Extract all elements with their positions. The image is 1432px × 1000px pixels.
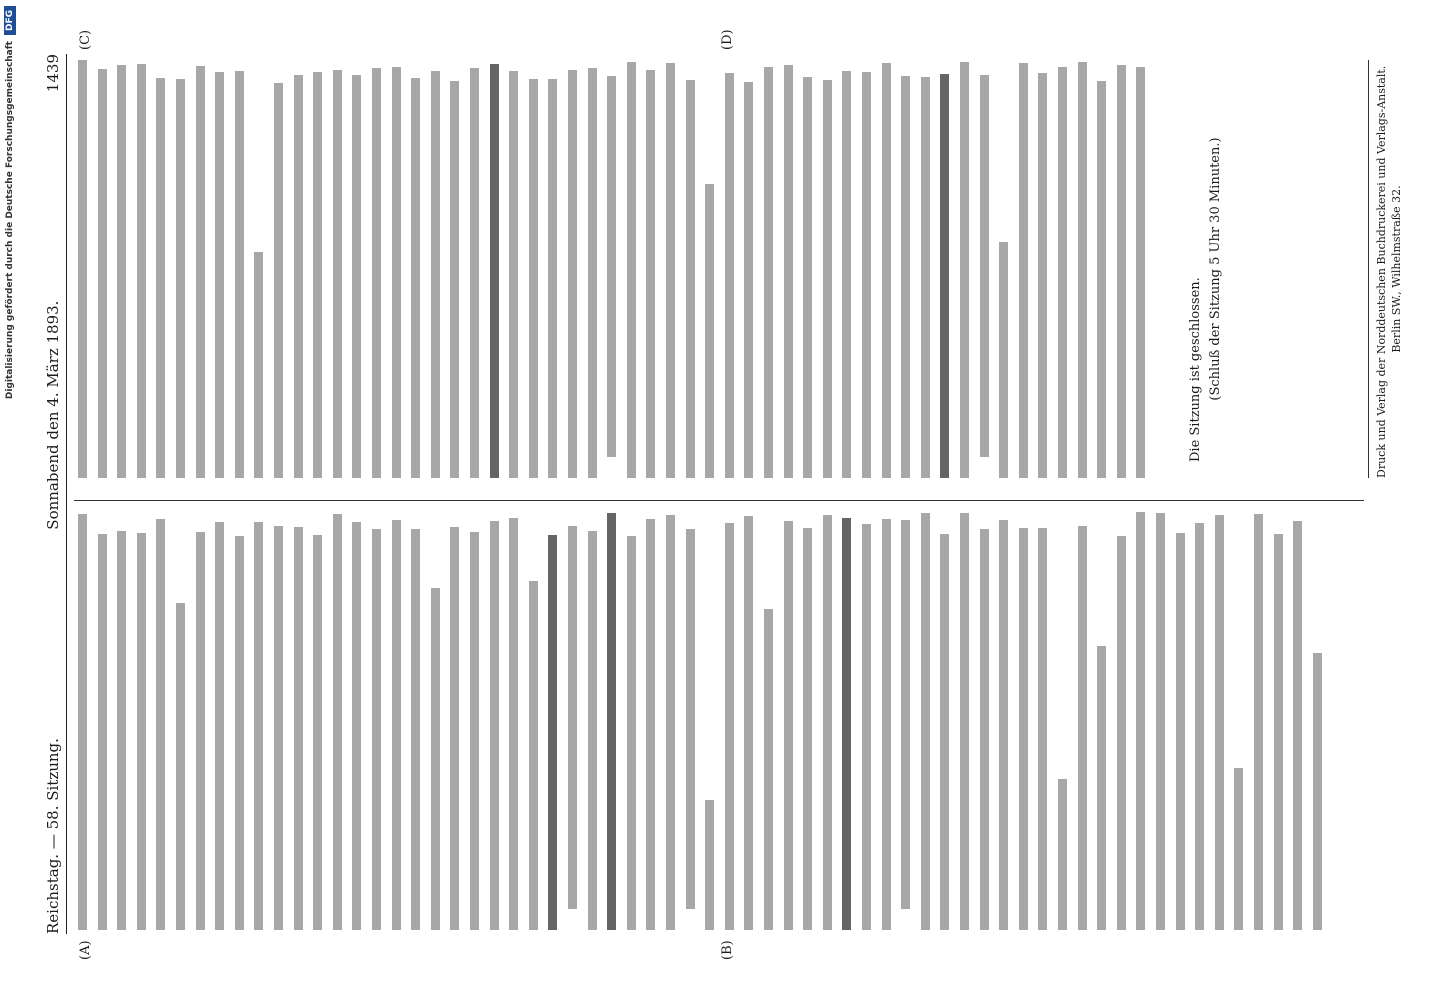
text-line-placeholder — [98, 69, 107, 478]
text-line-placeholder — [529, 581, 538, 930]
text-line-placeholder — [999, 520, 1008, 930]
text-line-placeholder — [352, 75, 361, 478]
imprint-line-1: Druck und Verlag der Norddeutschen Buchdruckerei und Verlags-Anstalt. — [1375, 65, 1388, 478]
margin-letter-b: (B) — [720, 940, 735, 960]
text-line-placeholder — [431, 588, 440, 930]
text-line-placeholder — [176, 603, 185, 930]
text-line-placeholder — [156, 78, 165, 478]
text-line-placeholder — [1176, 533, 1185, 930]
text-line-placeholder — [862, 524, 871, 930]
text-line-placeholder — [78, 514, 87, 930]
text-line-placeholder — [1058, 779, 1067, 930]
text-line-placeholder — [744, 516, 753, 930]
right-column-closing — [1186, 60, 1226, 478]
text-line-placeholder — [1019, 63, 1028, 478]
text-line-placeholder — [274, 526, 283, 930]
text-line-placeholder — [490, 64, 499, 478]
text-line-placeholder — [784, 521, 793, 930]
text-line-placeholder — [823, 515, 832, 930]
session-closed-line: Die Sitzung ist geschlossen. — [1188, 277, 1203, 462]
text-line-placeholder — [921, 514, 930, 931]
text-line-placeholder — [313, 535, 322, 930]
text-line-placeholder — [744, 82, 753, 478]
text-line-placeholder — [1038, 528, 1047, 930]
text-line-placeholder — [450, 527, 459, 930]
text-line-placeholder — [392, 67, 401, 478]
text-line-placeholder — [882, 519, 891, 930]
text-line-placeholder — [627, 62, 636, 478]
text-line-placeholder — [313, 72, 322, 478]
text-line-placeholder — [333, 514, 342, 930]
text-line-placeholder — [1215, 515, 1224, 930]
text-line-placeholder — [1234, 768, 1243, 930]
text-line-placeholder — [960, 513, 969, 930]
text-line-placeholder — [196, 66, 205, 478]
text-line-placeholder — [1097, 646, 1106, 930]
text-line-placeholder — [333, 70, 342, 478]
text-line-placeholder — [705, 184, 714, 478]
text-line-placeholder — [372, 68, 381, 478]
text-line-placeholder — [627, 536, 636, 930]
margin-letter-c: (C) — [78, 29, 93, 50]
text-line-placeholder — [803, 77, 812, 478]
header-date: Sonnabend den 4. März 1893. — [44, 300, 62, 530]
text-line-placeholder — [725, 73, 734, 478]
text-line-placeholder — [470, 532, 479, 930]
header-session: Reichstag. — 58. Sitzung. — [44, 738, 62, 934]
text-line-placeholder — [666, 515, 675, 930]
text-line-placeholder — [98, 534, 107, 930]
text-line-placeholder — [705, 800, 714, 930]
right-column-text-placeholder — [74, 60, 1184, 478]
text-line-placeholder — [470, 68, 479, 478]
text-line-placeholder — [842, 518, 851, 930]
text-line-placeholder — [803, 528, 812, 930]
text-line-placeholder — [940, 74, 949, 478]
column-divider — [74, 500, 1364, 501]
text-line-placeholder — [1097, 81, 1106, 478]
text-line-placeholder — [529, 79, 538, 478]
right-text-column — [74, 60, 1184, 478]
text-line-placeholder — [882, 63, 891, 478]
footer-rule — [1368, 60, 1369, 478]
text-line-placeholder — [901, 76, 910, 478]
text-line-placeholder — [490, 521, 499, 930]
text-line-placeholder — [254, 252, 263, 478]
text-line-placeholder — [764, 67, 773, 478]
left-text-column — [74, 512, 1364, 930]
header-rule — [66, 54, 67, 934]
text-line-placeholder — [568, 526, 577, 909]
text-line-placeholder — [392, 520, 401, 930]
text-line-placeholder — [352, 522, 361, 930]
text-line-placeholder — [646, 519, 655, 930]
text-line-placeholder — [117, 65, 126, 478]
text-line-placeholder — [980, 529, 989, 930]
margin-letter-a: (A) — [78, 940, 93, 960]
text-line-placeholder — [274, 83, 283, 478]
digitization-label: Digitalisierung gefördert durch die Deutsche Forschungsgemeinschaft — [5, 41, 15, 400]
text-line-placeholder — [509, 71, 518, 478]
text-line-placeholder — [215, 72, 224, 478]
text-line-placeholder — [1078, 526, 1087, 930]
text-line-placeholder — [960, 62, 969, 478]
text-line-placeholder — [999, 242, 1008, 478]
text-line-placeholder — [725, 523, 734, 930]
text-line-placeholder — [1136, 512, 1145, 930]
text-line-placeholder — [450, 81, 459, 478]
text-line-placeholder — [607, 513, 616, 930]
text-line-placeholder — [137, 533, 146, 930]
text-line-placeholder — [686, 529, 695, 909]
text-line-placeholder — [862, 72, 871, 478]
text-line-placeholder — [588, 531, 597, 930]
margin-letter-d: (D) — [720, 29, 735, 50]
text-line-placeholder — [372, 529, 381, 930]
text-line-placeholder — [1293, 521, 1302, 930]
text-line-placeholder — [235, 536, 244, 930]
text-line-placeholder — [78, 60, 87, 478]
text-line-placeholder — [137, 64, 146, 478]
text-line-placeholder — [411, 529, 420, 930]
text-line-placeholder — [509, 518, 518, 930]
left-column-text-placeholder — [74, 512, 1364, 930]
text-line-placeholder — [1019, 528, 1028, 930]
text-line-placeholder — [1156, 513, 1165, 930]
text-line-placeholder — [842, 71, 851, 478]
text-line-placeholder — [215, 522, 224, 930]
text-line-placeholder — [548, 79, 557, 478]
text-line-placeholder — [196, 532, 205, 930]
text-line-placeholder — [176, 79, 185, 478]
text-line-placeholder — [1274, 534, 1283, 930]
text-line-placeholder — [1313, 653, 1322, 930]
text-line-placeholder — [548, 535, 557, 930]
text-line-placeholder — [901, 520, 910, 909]
text-line-placeholder — [764, 609, 773, 930]
text-line-placeholder — [980, 75, 989, 457]
text-line-placeholder — [940, 534, 949, 930]
page-number: 1439 — [44, 54, 62, 93]
close-time-line: (Schluß der Sitzung 5 Uhr 30 Minuten.) — [1208, 137, 1223, 401]
text-line-placeholder — [156, 519, 165, 930]
text-line-placeholder — [1058, 67, 1067, 478]
running-header — [36, 54, 62, 934]
text-line-placeholder — [646, 70, 655, 478]
text-line-placeholder — [294, 527, 303, 930]
text-line-placeholder — [1038, 73, 1047, 478]
text-line-placeholder — [411, 78, 420, 478]
text-line-placeholder — [431, 71, 440, 478]
text-line-placeholder — [666, 63, 675, 478]
text-line-placeholder — [1078, 62, 1087, 478]
text-line-placeholder — [1117, 536, 1126, 930]
text-line-placeholder — [294, 75, 303, 478]
text-line-placeholder — [1195, 523, 1204, 930]
text-line-placeholder — [784, 65, 793, 478]
text-line-placeholder — [823, 80, 832, 478]
text-line-placeholder — [607, 76, 616, 457]
imprint-line-2: Berlin SW., Wilhelmstraße 32. — [1390, 185, 1403, 353]
text-line-placeholder — [1254, 514, 1263, 930]
printer-imprint — [1374, 60, 1404, 478]
text-line-placeholder — [568, 70, 577, 478]
text-line-placeholder — [686, 80, 695, 478]
text-line-placeholder — [117, 531, 126, 930]
dfg-logo: DFG — [4, 6, 16, 35]
text-line-placeholder — [921, 77, 930, 478]
text-line-placeholder — [1136, 67, 1145, 478]
digitization-notice — [0, 0, 20, 1000]
text-line-placeholder — [254, 522, 263, 930]
text-line-placeholder — [235, 71, 244, 478]
text-line-placeholder — [1117, 65, 1126, 478]
text-line-placeholder — [588, 68, 597, 478]
